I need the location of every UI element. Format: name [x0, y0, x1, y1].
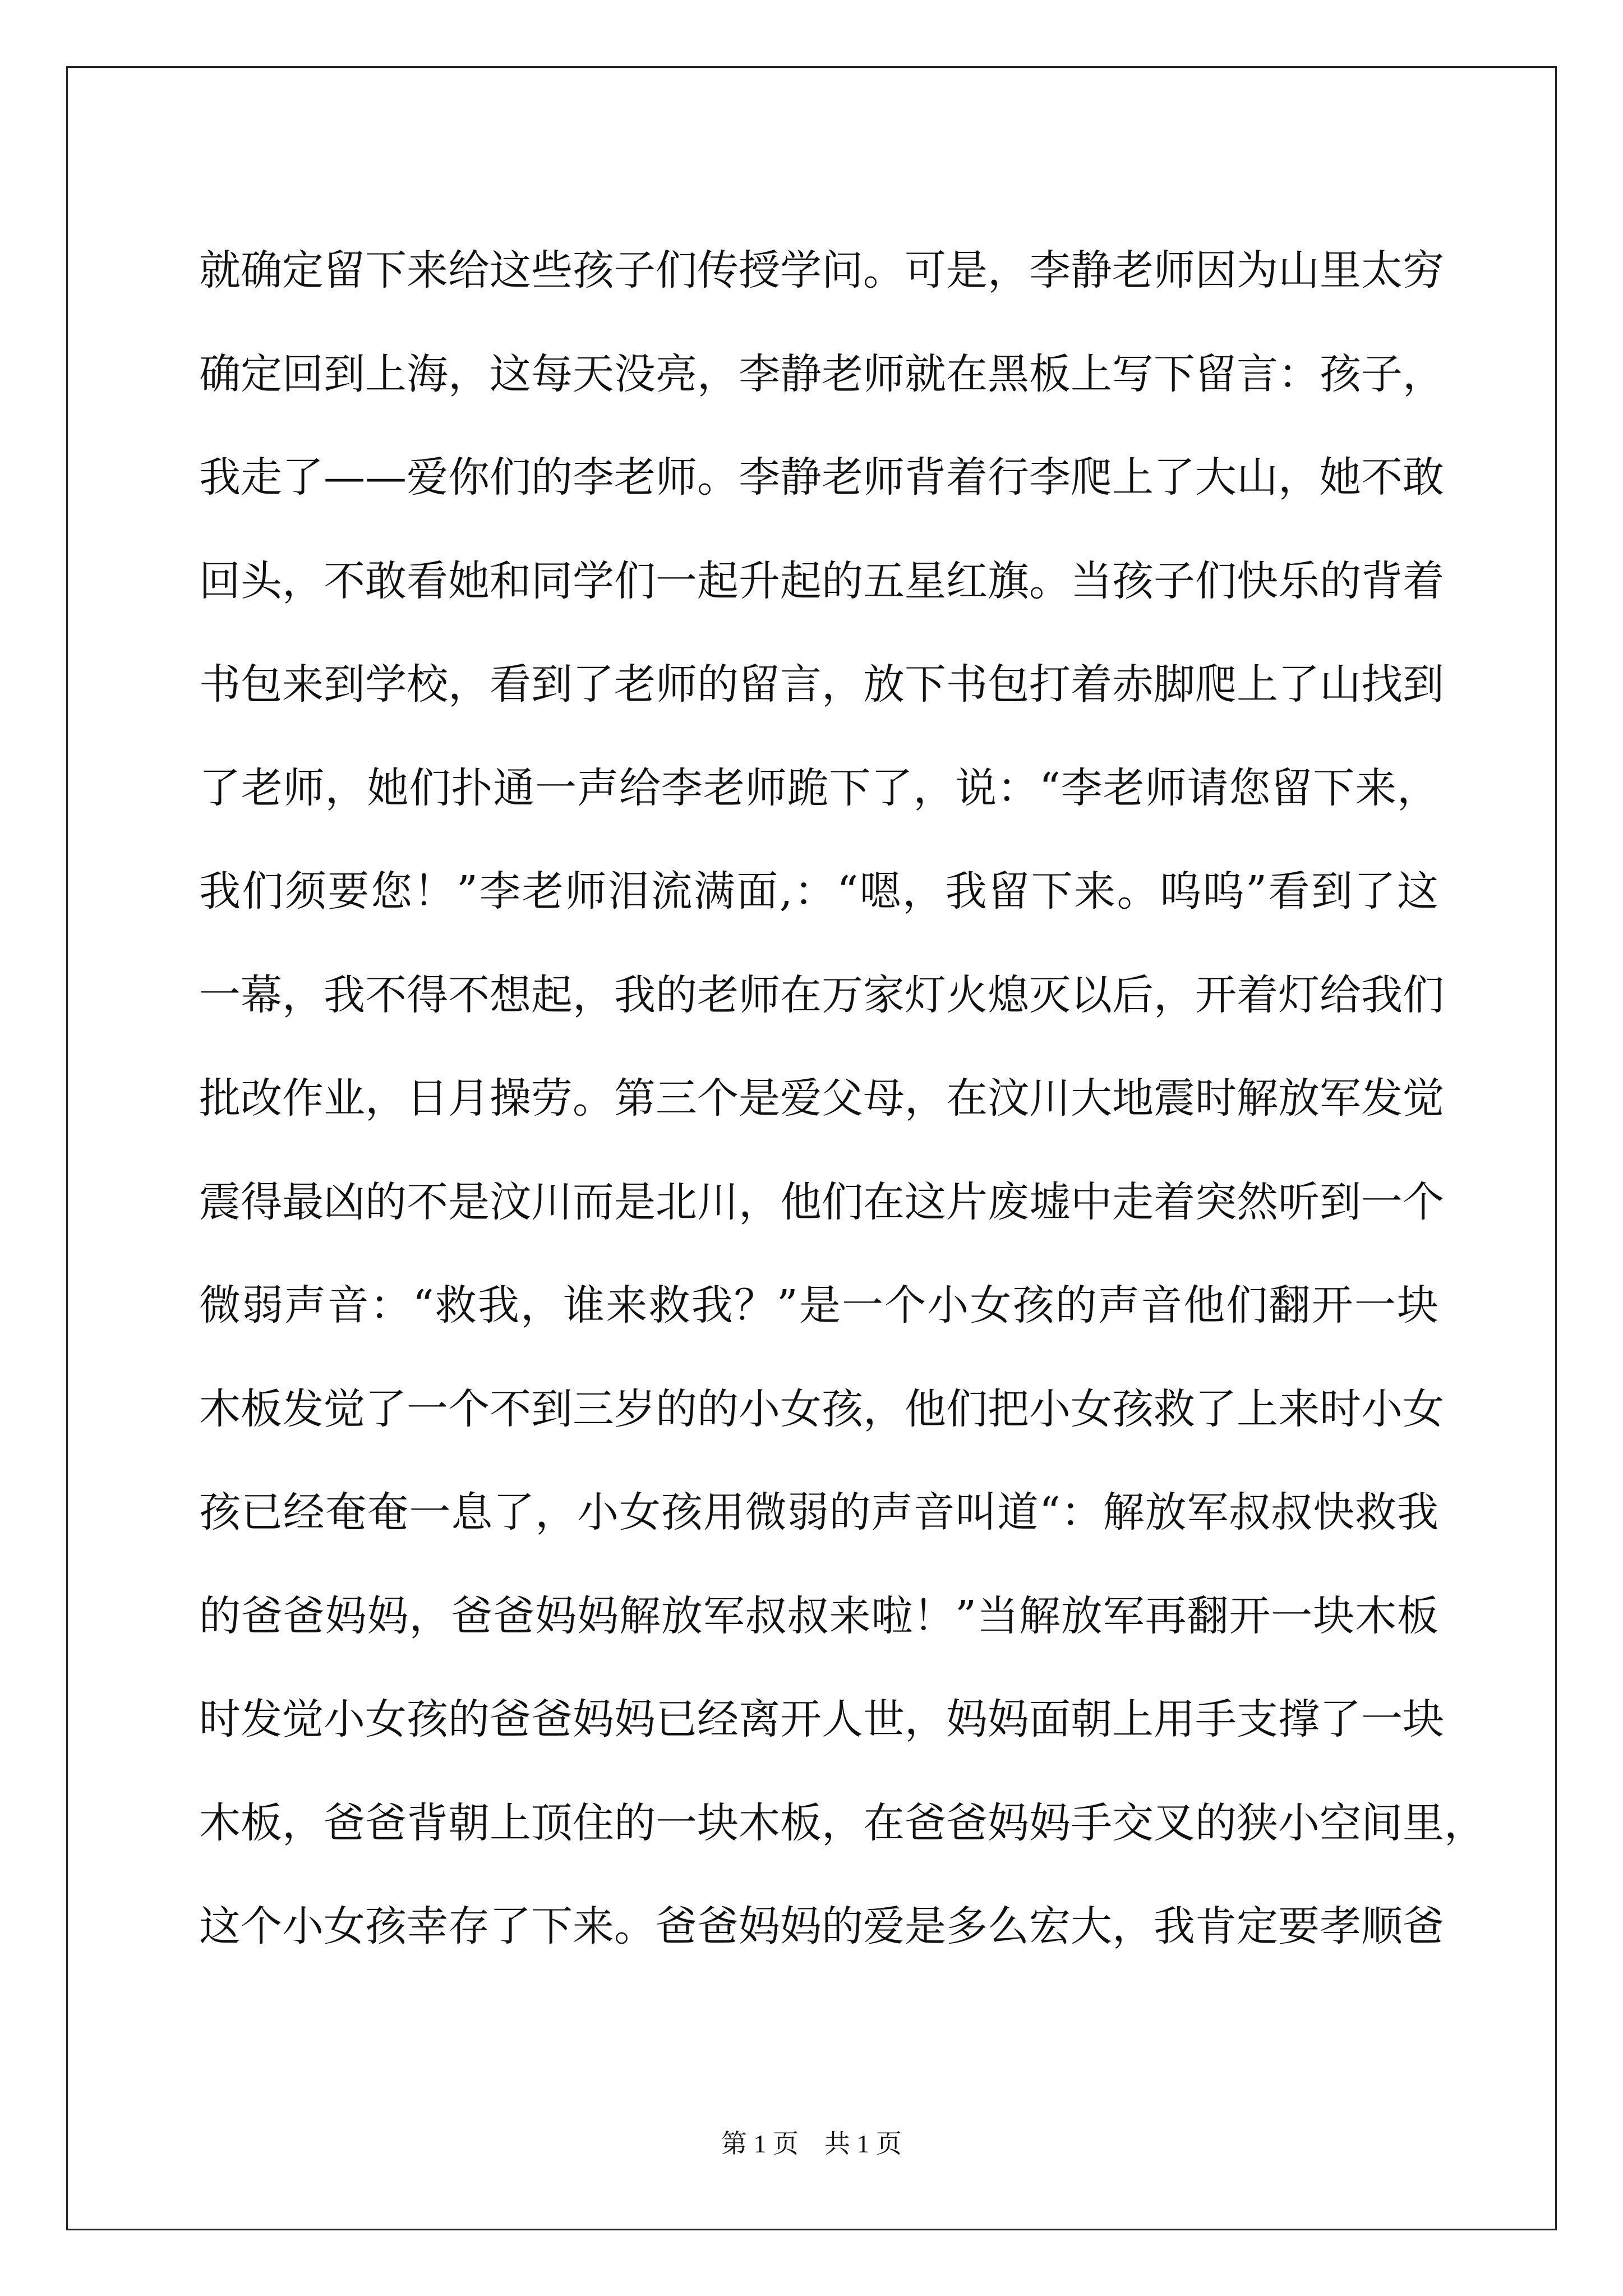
text-line-2: 确定回到上海，这每天没亮，李静老师就在黑板上写下留言：孩子， — [199, 349, 1444, 398]
text-line-8: 一幕，我不得不想起，我的老师在万家灯火熄灭以后，开着灯给我们 — [199, 970, 1444, 1019]
text-line-16: 木板，爸爸背朝上顶住的一块木板，在爸爸妈妈手交叉的狭小空间里， — [199, 1798, 1486, 1847]
text-line-12: 木板发觉了一个不到三岁的的小女孩，他们把小女孩救了上来时小女 — [199, 1384, 1444, 1433]
page-number-footer: 第 1 页 共 1 页 — [721, 2129, 902, 2158]
text-line-7: 我们须要您！”李老师泪流满面,：“嗯，我留下来。呜呜”看到了这 — [199, 867, 1438, 915]
text-line-3: 我走了——爱你们的李老师。李静老师背着行李爬上了大山，她不敢 — [199, 453, 1444, 501]
text-line-14: 的爸爸妈妈，爸爸妈妈解放军叔叔来啦！”当解放军再翻开一块木板 — [199, 1591, 1438, 1640]
text-line-11: 微弱声音：“救我，谁来救我？”是一个小女孩的声音他们翻开一块 — [199, 1281, 1438, 1329]
text-line-6: 了老师，她们扑通一声给李老师跪下了，说：“李老师请您留下来， — [199, 763, 1438, 812]
text-line-1: 就确定留下来给这些孩子们传授学问。可是，李静老师因为山里太穷 — [199, 246, 1444, 295]
text-line-5: 书包来到学校，看到了老师的留言，放下书包打着赤脚爬上了山找到 — [199, 660, 1444, 708]
text-line-13: 孩已经奄奄一息了，小女孩用微弱的声音叫道“：解放军叔叔快救我 — [199, 1488, 1438, 1536]
text-line-4: 回头，不敢看她和同学们一起升起的五星红旗。当孩子们快乐的背着 — [199, 556, 1444, 605]
text-line-9: 批改作业，日月操劳。第三个是爱父母，在汶川大地震时解放军发觉 — [199, 1074, 1444, 1122]
text-line-17: 这个小女孩幸存了下来。爸爸妈妈的爱是多么宏大，我肯定要孝顺爸 — [199, 1902, 1444, 1950]
document-body — [199, 219, 1486, 1978]
text-line-10: 震得最凶的不是汶川而是北川，他们在这片废墟中走着突然听到一个 — [199, 1177, 1444, 1226]
text-line-15: 时发觉小女孩的爸爸妈妈已经离开人世，妈妈面朝上用手支撑了一块 — [199, 1695, 1444, 1743]
